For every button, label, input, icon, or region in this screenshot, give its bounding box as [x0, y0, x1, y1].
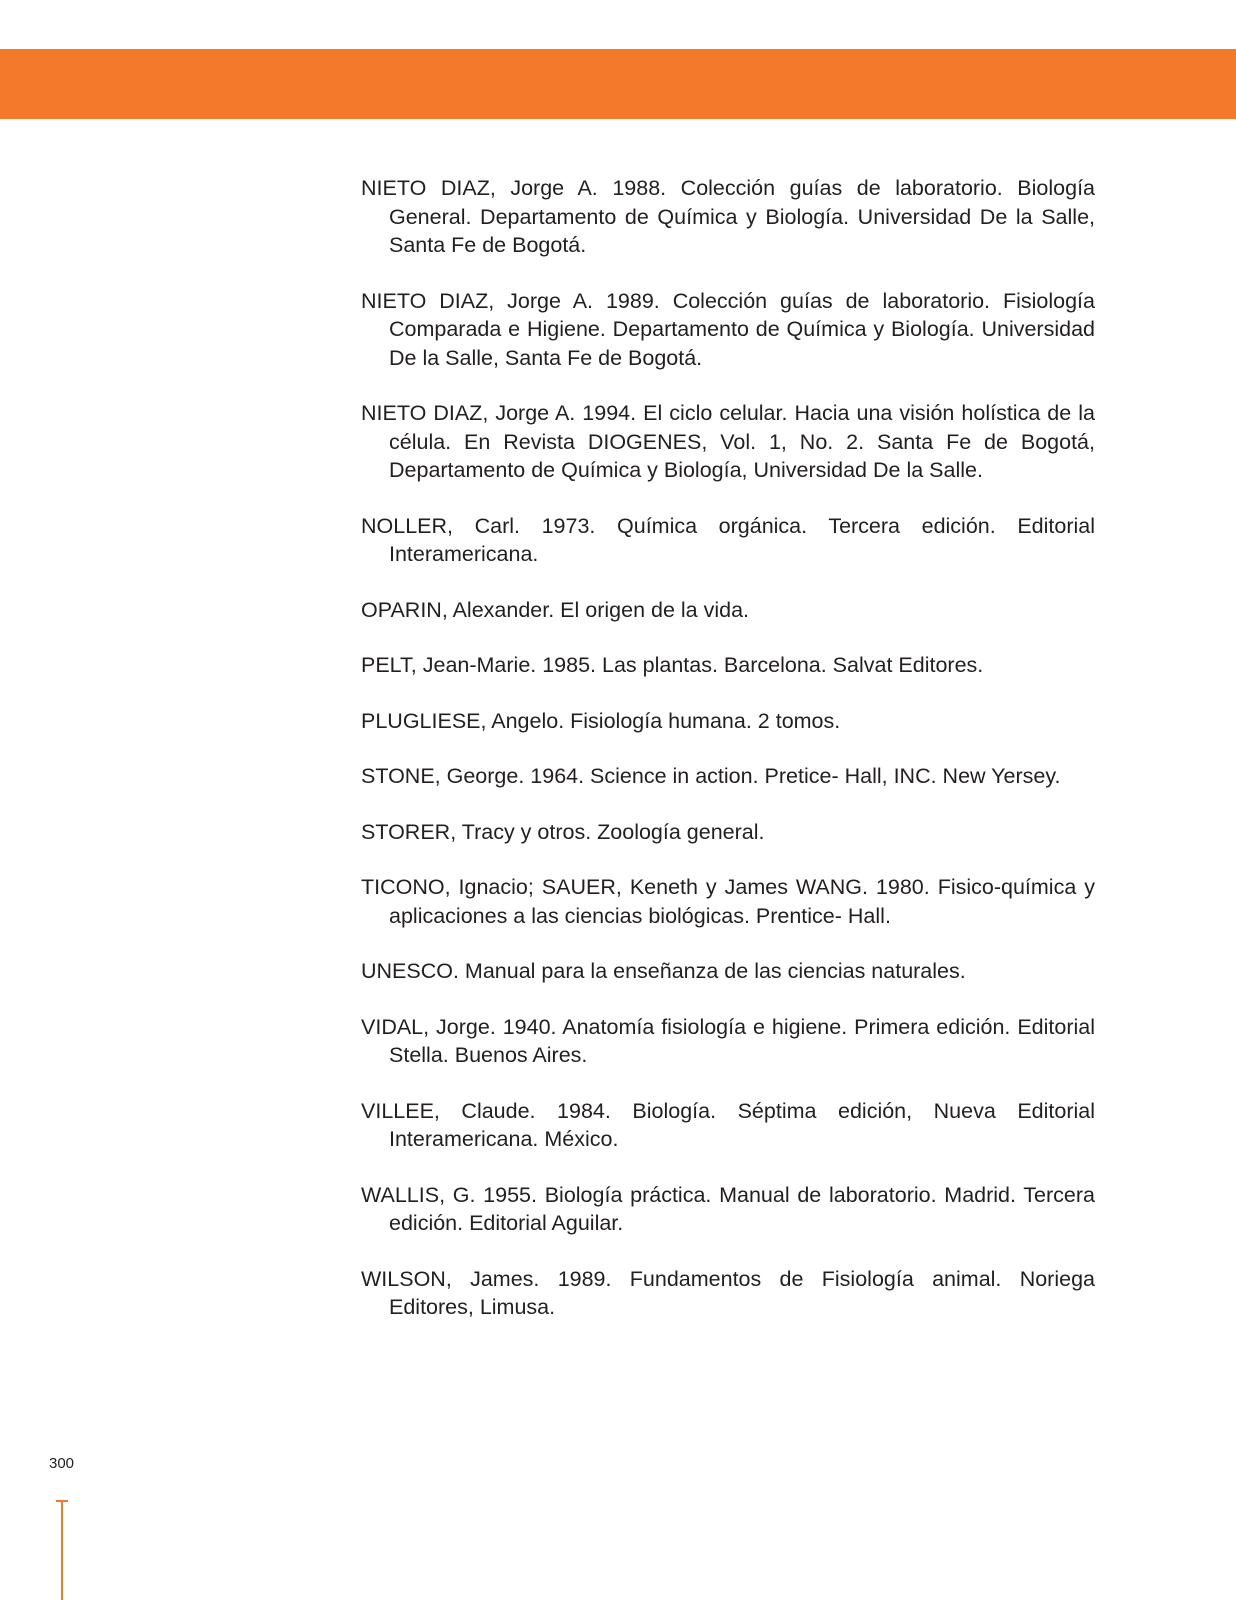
bibliography-list	[361, 174, 1095, 1349]
page-number: 300	[49, 1455, 75, 1472]
bibliography-entry: VIDAL, Jorge. 1940. Anatomía fisiología e higiene. Primera edición. Editorial Stella. Buenos Aires.	[361, 1014, 1095, 1067]
bibliography-entry: WILSON, James. 1989. Fundamentos de Fisiología animal. Noriega Editores, Limusa.	[361, 1266, 1095, 1319]
header-band	[0, 49, 1236, 119]
margin-rule	[61, 1500, 63, 1600]
bibliography-entry: NOLLER, Carl. 1973. Química orgánica. Tercera edición. Editorial Interamericana.	[361, 513, 1095, 566]
bibliography-entry: VILLEE, Claude. 1984. Biología. Séptima edición, Nueva Editorial Interamericana. México.	[361, 1098, 1095, 1151]
bibliography-entry: UNESCO. Manual para la enseñanza de las ciencias naturales.	[361, 959, 966, 983]
bibliography-entry: STORER, Tracy y otros. Zoología general.	[361, 819, 765, 844]
bibliography-entry: NIETO DIAZ, Jorge A. 1988. Colección guías de laboratorio. Biología General. Departamento de Química y Biología. Universidad De la Salle, Santa Fe de Bogotá.	[361, 176, 1095, 257]
bibliography-entry: TICONO, Ignacio; SAUER, Keneth y James WANG. 1980. Fisico-química y aplicaciones a las ciencias biológicas. Prentice- Hall.	[361, 875, 1095, 928]
bibliography-entry: WALLIS, G. 1955. Biología práctica. Manual de laboratorio. Madrid. Tercera edición. Editorial Aguilar.	[361, 1182, 1095, 1235]
bibliography-entry: PLUGLIESE, Angelo. Fisiología humana. 2 tomos.	[361, 708, 841, 733]
bibliography-entry: PELT, Jean-Marie. 1985. Las plantas. Barcelona. Salvat Editores.	[361, 653, 984, 677]
bibliography-entry: OPARIN, Alexander. El origen de la vida.	[361, 597, 750, 622]
bibliography-entry: NIETO DIAZ, Jorge A. 1989. Colección guías de laboratorio. Fisiología Comparada e Higiene. Departamento de Química y Biología. Universidad De la Salle, Santa Fe de Bogotá.	[361, 288, 1095, 370]
bibliography-entry: NIETO DIAZ, Jorge A. 1994. El ciclo celular. Hacia una visión holística de la célula. En Revista DIOGENES, Vol. 1, No. 2. Santa Fe de Bogotá, Departamento de Química y Biología, Universidad De la Salle.	[361, 401, 1095, 482]
bibliography-entry: STONE, George. 1964. Science in action. Pretice- Hall, INC. New Yersey.	[361, 764, 1061, 788]
